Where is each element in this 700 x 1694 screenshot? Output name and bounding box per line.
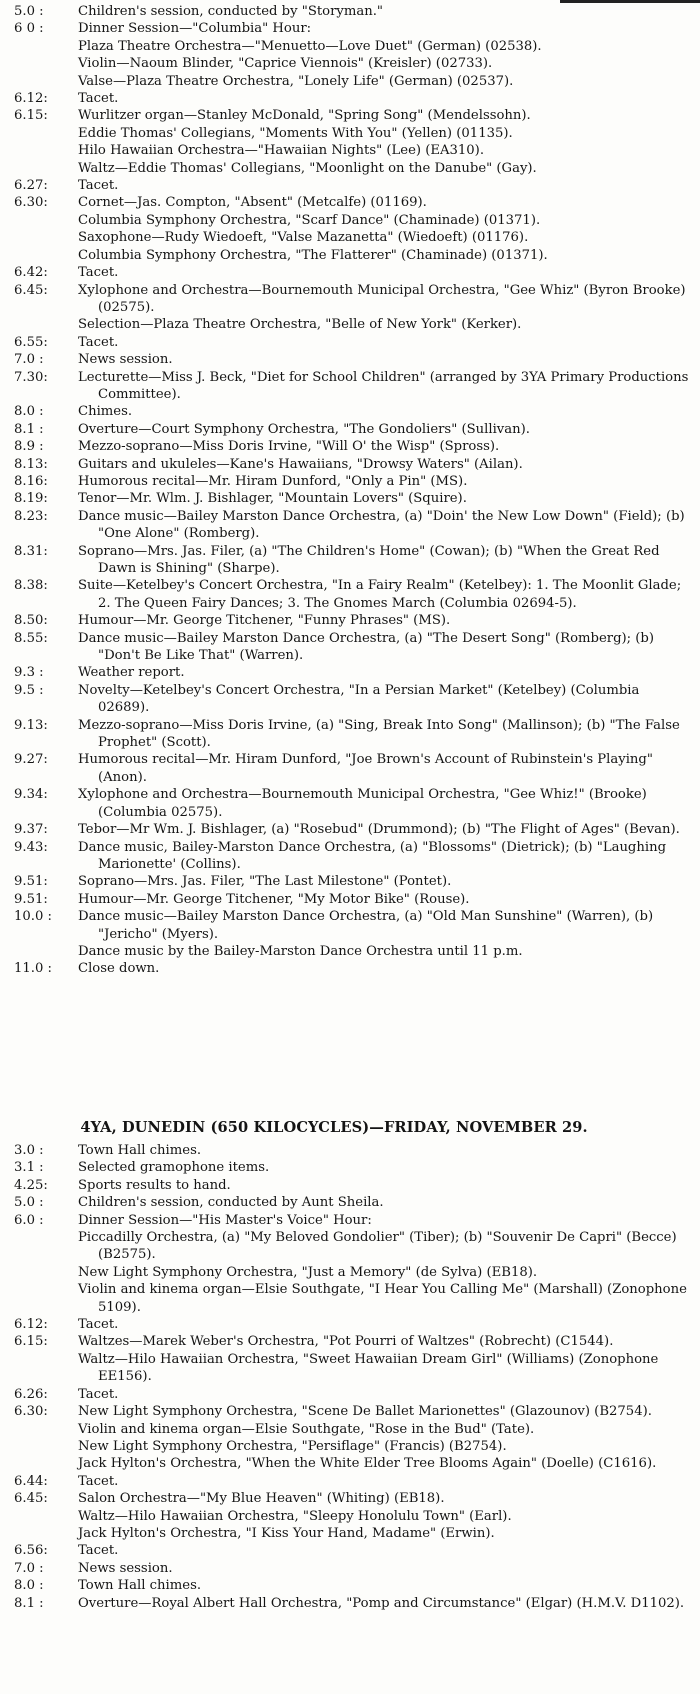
entry-time: 6.55: — [14, 334, 48, 350]
entry-time: 8.9 : — [14, 439, 44, 455]
program-entry — [14, 1142, 694, 1159]
entry-text: Piccadilly Orchestra, (a) "My Beloved Gondolier" (Tiber); (b) "Souvenir De Capri" (Becce) (B2575). — [78, 1230, 677, 1263]
entry-text: Dinner Session—"Columbia" Hour: — [78, 21, 312, 37]
entry-text: Waltz—Hilo Hawaiian Orchestra, "Sleepy Honolulu Town" (Earl). — [78, 1508, 512, 1524]
entry-text: Overture—Court Symphony Orchestra, "The Gondoliers" (Sullivan). — [78, 421, 530, 437]
program-entry — [14, 682, 694, 717]
entry-text: Violin and kinema organ—Elsie Southgate, "Rose in the Bud" (Tate). — [78, 1421, 535, 1437]
entry-text: Salon Orchestra—"My Blue Heaven" (Whiting) (EB18). — [78, 1491, 445, 1507]
entry-text: Saxophone—Rudy Wiedoeft, "Valse Mazanetta" (Wiedoeft) (01176). — [78, 230, 529, 246]
program-entry — [14, 334, 694, 351]
program-entry — [14, 1194, 694, 1211]
entry-text: Xylophone and Orchestra—Bournemouth Municipal Orchestra, "Gee Whiz!" (Brooke) (Columbia 02575). — [78, 787, 647, 820]
program-entry — [14, 751, 694, 786]
entry-text: Valse—Plaza Theatre Orchestra, "Lonely Life" (German) (02537). — [78, 73, 514, 89]
program-entry — [14, 1177, 694, 1194]
entry-time: 6.30: — [14, 1404, 48, 1420]
entry-time: 7.0 : — [14, 352, 44, 368]
program-entry — [14, 369, 694, 404]
entry-text: News session. — [78, 1560, 173, 1576]
entry-time: 5.0 : — [14, 1195, 44, 1211]
program-entry — [14, 90, 694, 107]
program-entry — [14, 20, 694, 90]
entry-time: 6.56: — [14, 1543, 48, 1559]
entry-time: 4.25: — [14, 1177, 48, 1193]
entry-text: Tacet. — [78, 1543, 119, 1559]
entry-text: Tenor—Mr. Wlm. J. Bishlager, "Mountain Lovers" (Squire). — [78, 491, 467, 507]
entry-time: 6.44: — [14, 1473, 48, 1489]
entry-text: Soprano—Mrs. Jas. Filer, (a) "The Children's Home" (Cowan); (b) "When the Great Red Dawn is Shining" (Sharpe). — [78, 543, 660, 576]
entry-time: 6.45: — [14, 1491, 48, 1507]
entry-text: Close down. — [78, 961, 160, 977]
entry-time: 9.43: — [14, 839, 48, 855]
program-entry — [14, 473, 694, 490]
program-entry — [14, 1490, 694, 1542]
program-entry — [14, 194, 694, 264]
entry-time: 9.51: — [14, 874, 48, 890]
station-4ya-heading: 4YA, DUNEDIN (650 KILOCYCLES)—FRIDAY, NOVEMBER 29. — [80, 1119, 588, 1136]
entry-text: Novelty—Ketelbey's Concert Orchestra, "In a Persian Market" (Ketelbey) (Columbia 02689). — [78, 682, 640, 716]
station-4ya-entries — [14, 1142, 694, 1612]
station-4ya-program — [14, 1118, 694, 1612]
entry-text: Dinner Session—"His Master's Voice" Hour: — [78, 1212, 372, 1228]
program-entry — [14, 786, 694, 821]
entry-text: Chimes. — [78, 404, 133, 420]
program-entry — [14, 456, 694, 473]
program-entry — [14, 1595, 694, 1612]
entry-time: 8.0 : — [14, 404, 44, 420]
entry-text: Jack Hylton's Orchestra, "When the White Elder Tree Blooms Again" (Doelle) (C1616). — [78, 1456, 657, 1472]
program-entry — [14, 891, 694, 908]
entry-text: Overture—Royal Albert Hall Orchestra, "Pomp and Circumstance" (Elgar) (H.M.V. D1102). — [78, 1595, 685, 1611]
entry-text: Town Hall chimes. — [78, 1578, 202, 1594]
entry-time: 6.15: — [14, 1334, 48, 1350]
entry-text: Waltz—Eddie Thomas' Collegians, "Moonlight on the Danube" (Gay). — [78, 160, 537, 176]
program-entry — [14, 577, 694, 612]
program-entry — [14, 508, 694, 543]
entry-time: 8.38: — [14, 578, 48, 594]
entry-time: 9.51: — [14, 891, 48, 907]
entry-time: 10.0 : — [14, 909, 52, 925]
entry-text: New Light Symphony Orchestra, "Scene De Ballet Marionettes" (Glazounov) (B2754). — [78, 1404, 652, 1420]
entry-time: 9.34: — [14, 787, 48, 803]
entry-text: Tebor—Mr Wm. J. Bishlager, (a) "Rosebud" (Drummond); (b) "The Flight of Ages" (Bevan). — [78, 822, 680, 838]
entry-time: 6 0 : — [14, 21, 44, 37]
entry-text: Tacet. — [78, 1317, 119, 1333]
entry-time: 7.30: — [14, 369, 48, 385]
entry-time: 6.12: — [14, 1317, 48, 1333]
entry-time: 5.0 : — [14, 4, 44, 19]
program-entry — [14, 1333, 694, 1385]
entry-text: Selection—Plaza Theatre Orchestra, "Belle of New York" (Kerker). — [78, 317, 522, 333]
entry-text: Columbia Symphony Orchestra, "The Flatterer" (Chaminade) (01371). — [78, 247, 548, 263]
program-entry — [14, 873, 694, 890]
entry-text: Suite—Ketelbey's Concert Orchestra, "In a Fairy Realm" (Ketelbey): 1. The Moonlit Glade; 2. The Queen Fairy Dances; 3. The Gnomes March (Columbia 02694-5). — [78, 578, 682, 611]
entry-time: 8.1 : — [14, 421, 44, 437]
program-entry — [14, 543, 694, 578]
entry-text: Jack Hylton's Orchestra, "I Kiss Your Hand, Madame" (Erwin). — [78, 1525, 495, 1541]
program-entry — [14, 1316, 694, 1333]
entry-text: Tacet. — [78, 178, 119, 194]
program-entry — [14, 1403, 694, 1473]
program-entry — [14, 177, 694, 194]
entry-time: 8.13: — [14, 456, 48, 472]
entry-text: Cornet—Jas. Compton, "Absent" (Metcalfe) (01169). — [78, 195, 427, 211]
program-entry — [14, 403, 694, 420]
program-entry — [14, 839, 694, 874]
entry-time: 6.42: — [14, 265, 48, 281]
entry-text: Humour—Mr. George Titchener, "My Motor Bike" (Rouse). — [78, 891, 470, 907]
entry-time: 8.50: — [14, 613, 48, 629]
entry-time: 11.0 : — [14, 961, 52, 977]
entry-text: Weather report. — [78, 665, 185, 681]
entry-time: 9.13: — [14, 717, 48, 733]
entry-text: Violin—Naoum Blinder, "Caprice Viennois" (Kreisler) (02733). — [78, 56, 493, 72]
entry-time: 8.1 : — [14, 1595, 44, 1611]
entry-text: Dance music—Bailey Marston Dance Orchestra, (a) "The Desert Song" (Romberg); (b) "Don't Be Like That" (Warren). — [78, 630, 655, 664]
entry-text: Tacet. — [78, 1386, 119, 1402]
program-entry — [14, 438, 694, 455]
entry-time: 8.0 : — [14, 1578, 44, 1594]
entry-text: Dance music—Bailey Marston Dance Orchestra, (a) "Doin' the New Low Down" (Field); (b) "One Alone" (Romberg). — [78, 508, 685, 542]
entry-text: Tacet. — [78, 1473, 119, 1489]
entry-text: Tacet. — [78, 334, 119, 350]
entry-time: 6.45: — [14, 282, 48, 298]
program-entry — [14, 1577, 694, 1594]
program-entry — [14, 630, 694, 665]
program-entry — [14, 908, 694, 960]
program-entry — [14, 3, 694, 20]
entry-text: Hilo Hawaiian Orchestra—"Hawaiian Nights" (Lee) (EA310). — [78, 143, 485, 159]
entry-text: News session. — [78, 352, 173, 368]
entry-text: Dance music, Bailey-Marston Dance Orchestra, (a) "Blossoms" (Dietrick); (b) "Laughing Marionette' (Collins). — [78, 839, 667, 872]
program-entry — [14, 421, 694, 438]
entry-time: 8.16: — [14, 473, 48, 489]
entry-text: Guitars and ukuleles—Kane's Hawaiians, "Drowsy Waters" (Ailan). — [78, 456, 523, 472]
entry-text: Violin and kinema organ—Elsie Southgate, "I Hear You Calling Me" (Marshall) (Zonophone 5109). — [78, 1282, 687, 1315]
program-entry — [14, 282, 694, 334]
program-entry — [14, 612, 694, 629]
entry-text: Sports results to hand. — [78, 1177, 231, 1193]
entry-time: 6.30: — [14, 195, 48, 211]
program-entry — [14, 821, 694, 838]
entry-time: 8.31: — [14, 543, 48, 559]
entry-text: Humour—Mr. George Titchener, "Funny Phrases" (MS). — [78, 613, 451, 629]
entry-text: Waltzes—Marek Weber's Orchestra, "Pot Pourri of Waltzes" (Robrecht) (C1544). — [78, 1334, 614, 1350]
entry-time: 6.26: — [14, 1386, 48, 1402]
entry-text: New Light Symphony Orchestra, "Just a Memory" (de Sylva) (EB18). — [78, 1264, 538, 1280]
program-entry — [14, 1159, 694, 1176]
entry-time: 6.27: — [14, 178, 48, 194]
program-entry — [14, 960, 694, 977]
entry-text: Soprano—Mrs. Jas. Filer, "The Last Milestone" (Pontet). — [78, 874, 452, 890]
entry-time: 9.37: — [14, 822, 48, 838]
program-entry — [14, 264, 694, 281]
entry-text: Humorous recital—Mr. Hiram Dunford, "Joe Brown's Account of Rubinstein's Playing" (Anon). — [78, 752, 653, 785]
entry-time: 8.19: — [14, 491, 48, 507]
program-entry — [14, 351, 694, 368]
entry-text: Town Hall chimes. — [78, 1143, 202, 1158]
entry-text: Plaza Theatre Orchestra—"Menuetto—Love Duet" (German) (02538). — [78, 38, 542, 54]
entry-time: 3.0 : — [14, 1143, 44, 1158]
entry-text: Waltz—Hilo Hawaiian Orchestra, "Sweet Hawaiian Dream Girl" (Williams) (Zonophone EE156). — [78, 1351, 659, 1385]
entry-text: Selected gramophone items. — [78, 1160, 270, 1176]
program-entry — [14, 1560, 694, 1577]
entry-text: Columbia Symphony Orchestra, "Scarf Dance" (Chaminade) (01371). — [78, 212, 541, 228]
entry-time: 6.12: — [14, 91, 48, 107]
entry-text: Children's session, conducted by "Storyman." — [78, 4, 383, 19]
entry-time: 3.1 : — [14, 1160, 44, 1176]
entry-text: Lecturette—Miss J. Beck, "Diet for School Children" (arranged by 3YA Primary Productions Committee). — [78, 369, 689, 402]
entry-text: Tacet. — [78, 265, 119, 281]
program-entry — [14, 717, 694, 752]
station-3ya-program — [14, 3, 694, 978]
entry-text: New Light Symphony Orchestra, "Persiflage" (Francis) (B2754). — [78, 1438, 507, 1454]
entry-text: Dance music—Bailey Marston Dance Orchestra, (a) "Old Man Sunshine" (Warren), (b) "Jericho" (Myers). — [78, 909, 654, 942]
entry-time: 8.55: — [14, 630, 48, 646]
program-entry — [14, 1212, 694, 1316]
entry-time: 9.27: — [14, 752, 48, 768]
program-entry — [14, 1473, 694, 1490]
program-entry — [14, 107, 694, 177]
entry-time: 6.0 : — [14, 1212, 44, 1228]
entry-text: Wurlitzer organ—Stanley McDonald, "Spring Song" (Mendelssohn). — [78, 108, 531, 124]
entry-text: Tacet. — [78, 91, 119, 107]
entry-text: Mezzo-soprano—Miss Doris Irvine, (a) "Sing, Break Into Song" (Mallinson); (b) "The False Prophet" (Scott). — [78, 717, 680, 751]
entry-text: Children's session, conducted by Aunt Sheila. — [78, 1195, 384, 1211]
program-entry — [14, 490, 694, 507]
entry-time: 6.15: — [14, 108, 48, 124]
program-entry — [14, 664, 694, 681]
entry-time: 9.3 : — [14, 665, 44, 681]
entry-text: Dance music by the Bailey-Marston Dance Orchestra until 11 p.m. — [78, 943, 523, 959]
entry-text: Eddie Thomas' Collegians, "Moments With You" (Yellen) (01135). — [78, 125, 513, 141]
program-entry — [14, 1542, 694, 1559]
entry-time: 8.23: — [14, 508, 48, 524]
entry-text: Xylophone and Orchestra—Bournemouth Municipal Orchestra, "Gee Whiz" (Byron Brooke) (02575). — [78, 282, 686, 315]
entry-text: Mezzo-soprano—Miss Doris Irvine, "Will O' the Wisp" (Spross). — [78, 439, 500, 455]
entry-time: 7.0 : — [14, 1560, 44, 1576]
program-entry — [14, 1386, 694, 1403]
entry-text: Humorous recital—Mr. Hiram Dunford, "Only a Pin" (MS). — [78, 473, 468, 489]
entry-time: 9.5 : — [14, 682, 44, 698]
